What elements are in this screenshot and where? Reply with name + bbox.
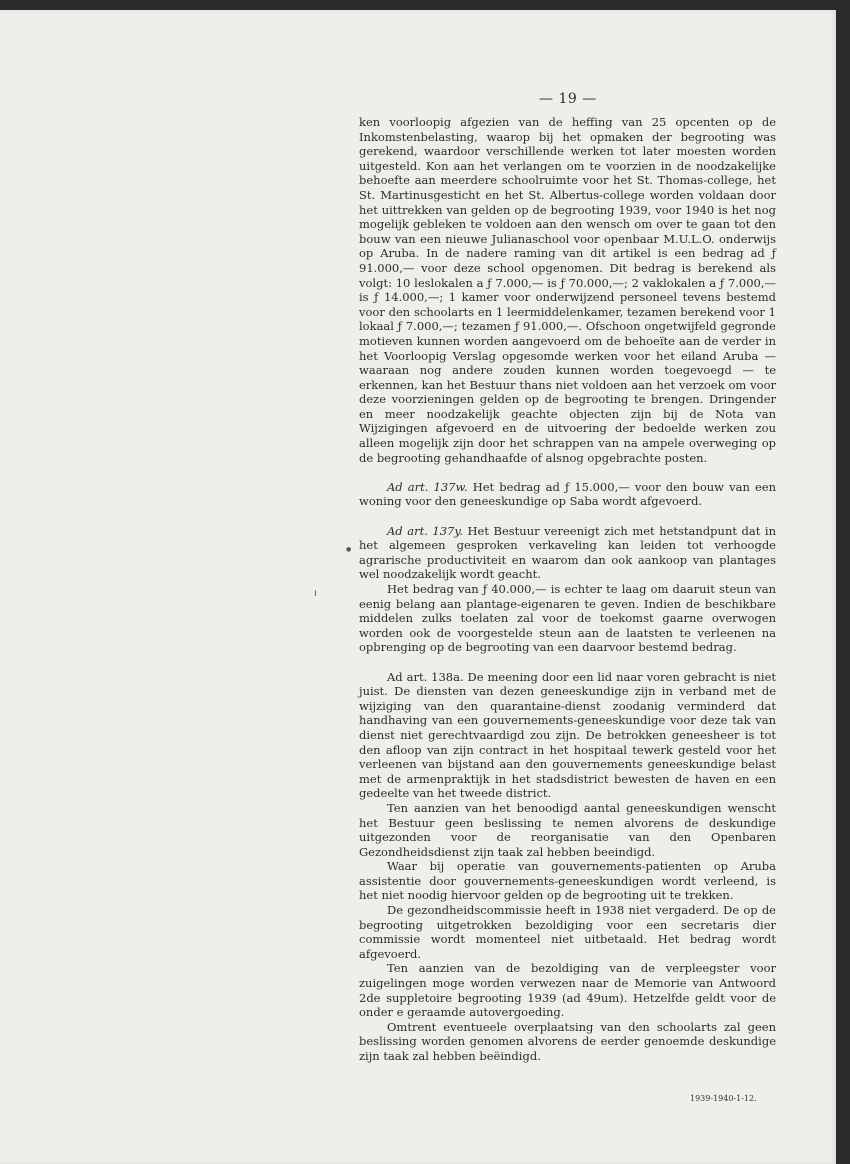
paragraph-art-137w (359, 480, 776, 509)
paragraph-aruba-operatie: Waar bij operatie van gouvernements-patienten op Aruba assistentie door gouvernements-geneeskundigen wordt verleend, is het niet noodig hiervoor gelden op de begrooting uit te trekken. (359, 859, 776, 903)
margin-tick-mark: ı (314, 588, 317, 599)
paragraph-verpleegster: Ten aanzien van de bezoldiging van de verpleegster voor zuigelingen moge worden verwezen naar de Memorie van Antwoord 2de suppletoire begrooting 1939 (ad 49um). Hetzelfde geldt voor de onder e geraamde autovergoeding. (359, 961, 776, 1020)
paragraph-geneeskundigen: Ten aanzien van het benoodigd aantal geneeskundigen wenscht het Bestuur geen beslissing te nemen alvorens de deskundige uitgezonden voor de reorganisatie van den Openbaren Gezondheidsdienst zijn taak zal hebben beeindigd. (359, 800, 776, 859)
article-reference: Ad art. 137y. (387, 523, 463, 538)
text-column (359, 115, 776, 1064)
paragraph-text: Het Bestuur vereenigt zich met hetstandpunt dat in het algemeen gesproken verkaveling kan leiden tot verhoogde agrarische productiviteit en waarom dan ook aankoop van plantages wel noodzakelijk wordt geacht. (359, 523, 776, 582)
article-reference: Ad art. 137w. (387, 479, 468, 494)
page-number: — 19 — (539, 91, 597, 107)
paragraph-schoolarts: Omtrent eventueele overplaatsing van den schoolarts zal geen beslissing worden genomen alvorens de eerder genoemde deskundige zijn taak zal hebben beëindigd. (359, 1019, 776, 1063)
paragraph-art-137y (359, 524, 776, 582)
footer-code: 1939-1940-1-12. (690, 1094, 757, 1103)
paragraph-intro: ken voorloopig afgezien van de heffing van 25 opcenten op de Inkomstenbelasting, waarop bij het opmaken der begrooting was gerekend, waardoor verschillende werken tot later moesten worden uitgesteld. Kon aan het verlangen om te voorzien in de noodzakelijke behoefte aan meerdere schoolruimte voor het St. Thomas-college, het St. Martinusgesticht en het St. Albertus-college worden voldaan door het uittrekken van gelden op de begrooting 1939, voor 1940 is het nog mogelijk gebleken te voldoen aan den wensch om over te gaan tot den bouw van een nieuwe Julianaschool voor openbaar M.U.L.O. onderwijs op Aruba. In de nadere raming van dit artikel is een bedrag ad ƒ 91.000,— voor deze school opgenomen. Dit bedrag is berekend als volgt: 10 leslokalen a ƒ 7.000,— is ƒ 70.000,—; 2 vaklokalen a ƒ 7.000,— is ƒ 14.000,—; 1 kamer voor onderwijzend personeel tevens bestemd voor den schoolarts en 1 leermiddelenkamer, tezamen berekend voor 1 lokaal ƒ 7.000,—; tezamen ƒ 91.000,—. Ofschoon ongetwijfeld gegronde motieven kunnen worden aangevoerd om de behoeïte aan de verder in het Voorloopig Verslag opgesomde werken voor het eiland Aruba — waaraan nog andere zouden kunnen worden toegevoegd — te erkennen, kan het Bestuur thans niet voldoen aan het verzoek om voor deze voorzieningen gelden op de begrooting te brengen. Dringender en meer noodzakelijk geachte objecten zijn bij de Nota van Wijzigingen afgevoerd en de uitvoering der bedoelde werken zou alleen mogelijk zijn door het schrappen van na ampele overweging op de begrooting gehandhaafde of alsnog opgebrachte posten. (359, 115, 776, 465)
paragraph-gezondheidscommissie: De gezondheidscommissie heeft in 1938 niet vergaderd. De op de begrooting uitgetrokken bezoldiging voor een secretaris dier commissie wordt momenteel niet uitbetaald. Het bedrag wordt afgevoerd. (359, 903, 776, 961)
paragraph-text: Het bedrag ad ƒ 15.000,— voor den bouw van een woning voor den geneeskundige op Saba wordt afgevoerd. (359, 479, 776, 509)
paragraph-plantage-steun: Het bedrag van ƒ 40.000,— is echter te laag om daaruit steun van eenig belang aan plantage-eigenaren te geven. Indien de beschikbare middelen zulks toelaten zal voor de toekomst gaarne overwogen worden ook de voorgestelde steun aan de laatsten te verleenen na opbrenging op de begrooting van een daarvoor bestemd bedrag. (359, 582, 776, 655)
margin-dot-mark: ● (346, 546, 352, 553)
paragraph-art-138a: Ad art. 138a. De meening door een lid naar voren gebracht is niet juist. De diensten van dezen geneeskundige zijn in verband met de wijziging van den quarantaine-dienst zoodanig verminderd dat handhaving van een gouvernements-geneeskundige voor deze tak van dienst niet gerechtvaardigd zou zijn. De betrokken geneesheer is tot den afloop van zijn contract in het hospitaal tewerk gesteld voor het verleenen van bijstand aan den gouvernements geneeskundige belast met de armenpraktijk in het stadsdistrict bewesten de haven en een gedeelte van het tweede district. (359, 669, 776, 801)
